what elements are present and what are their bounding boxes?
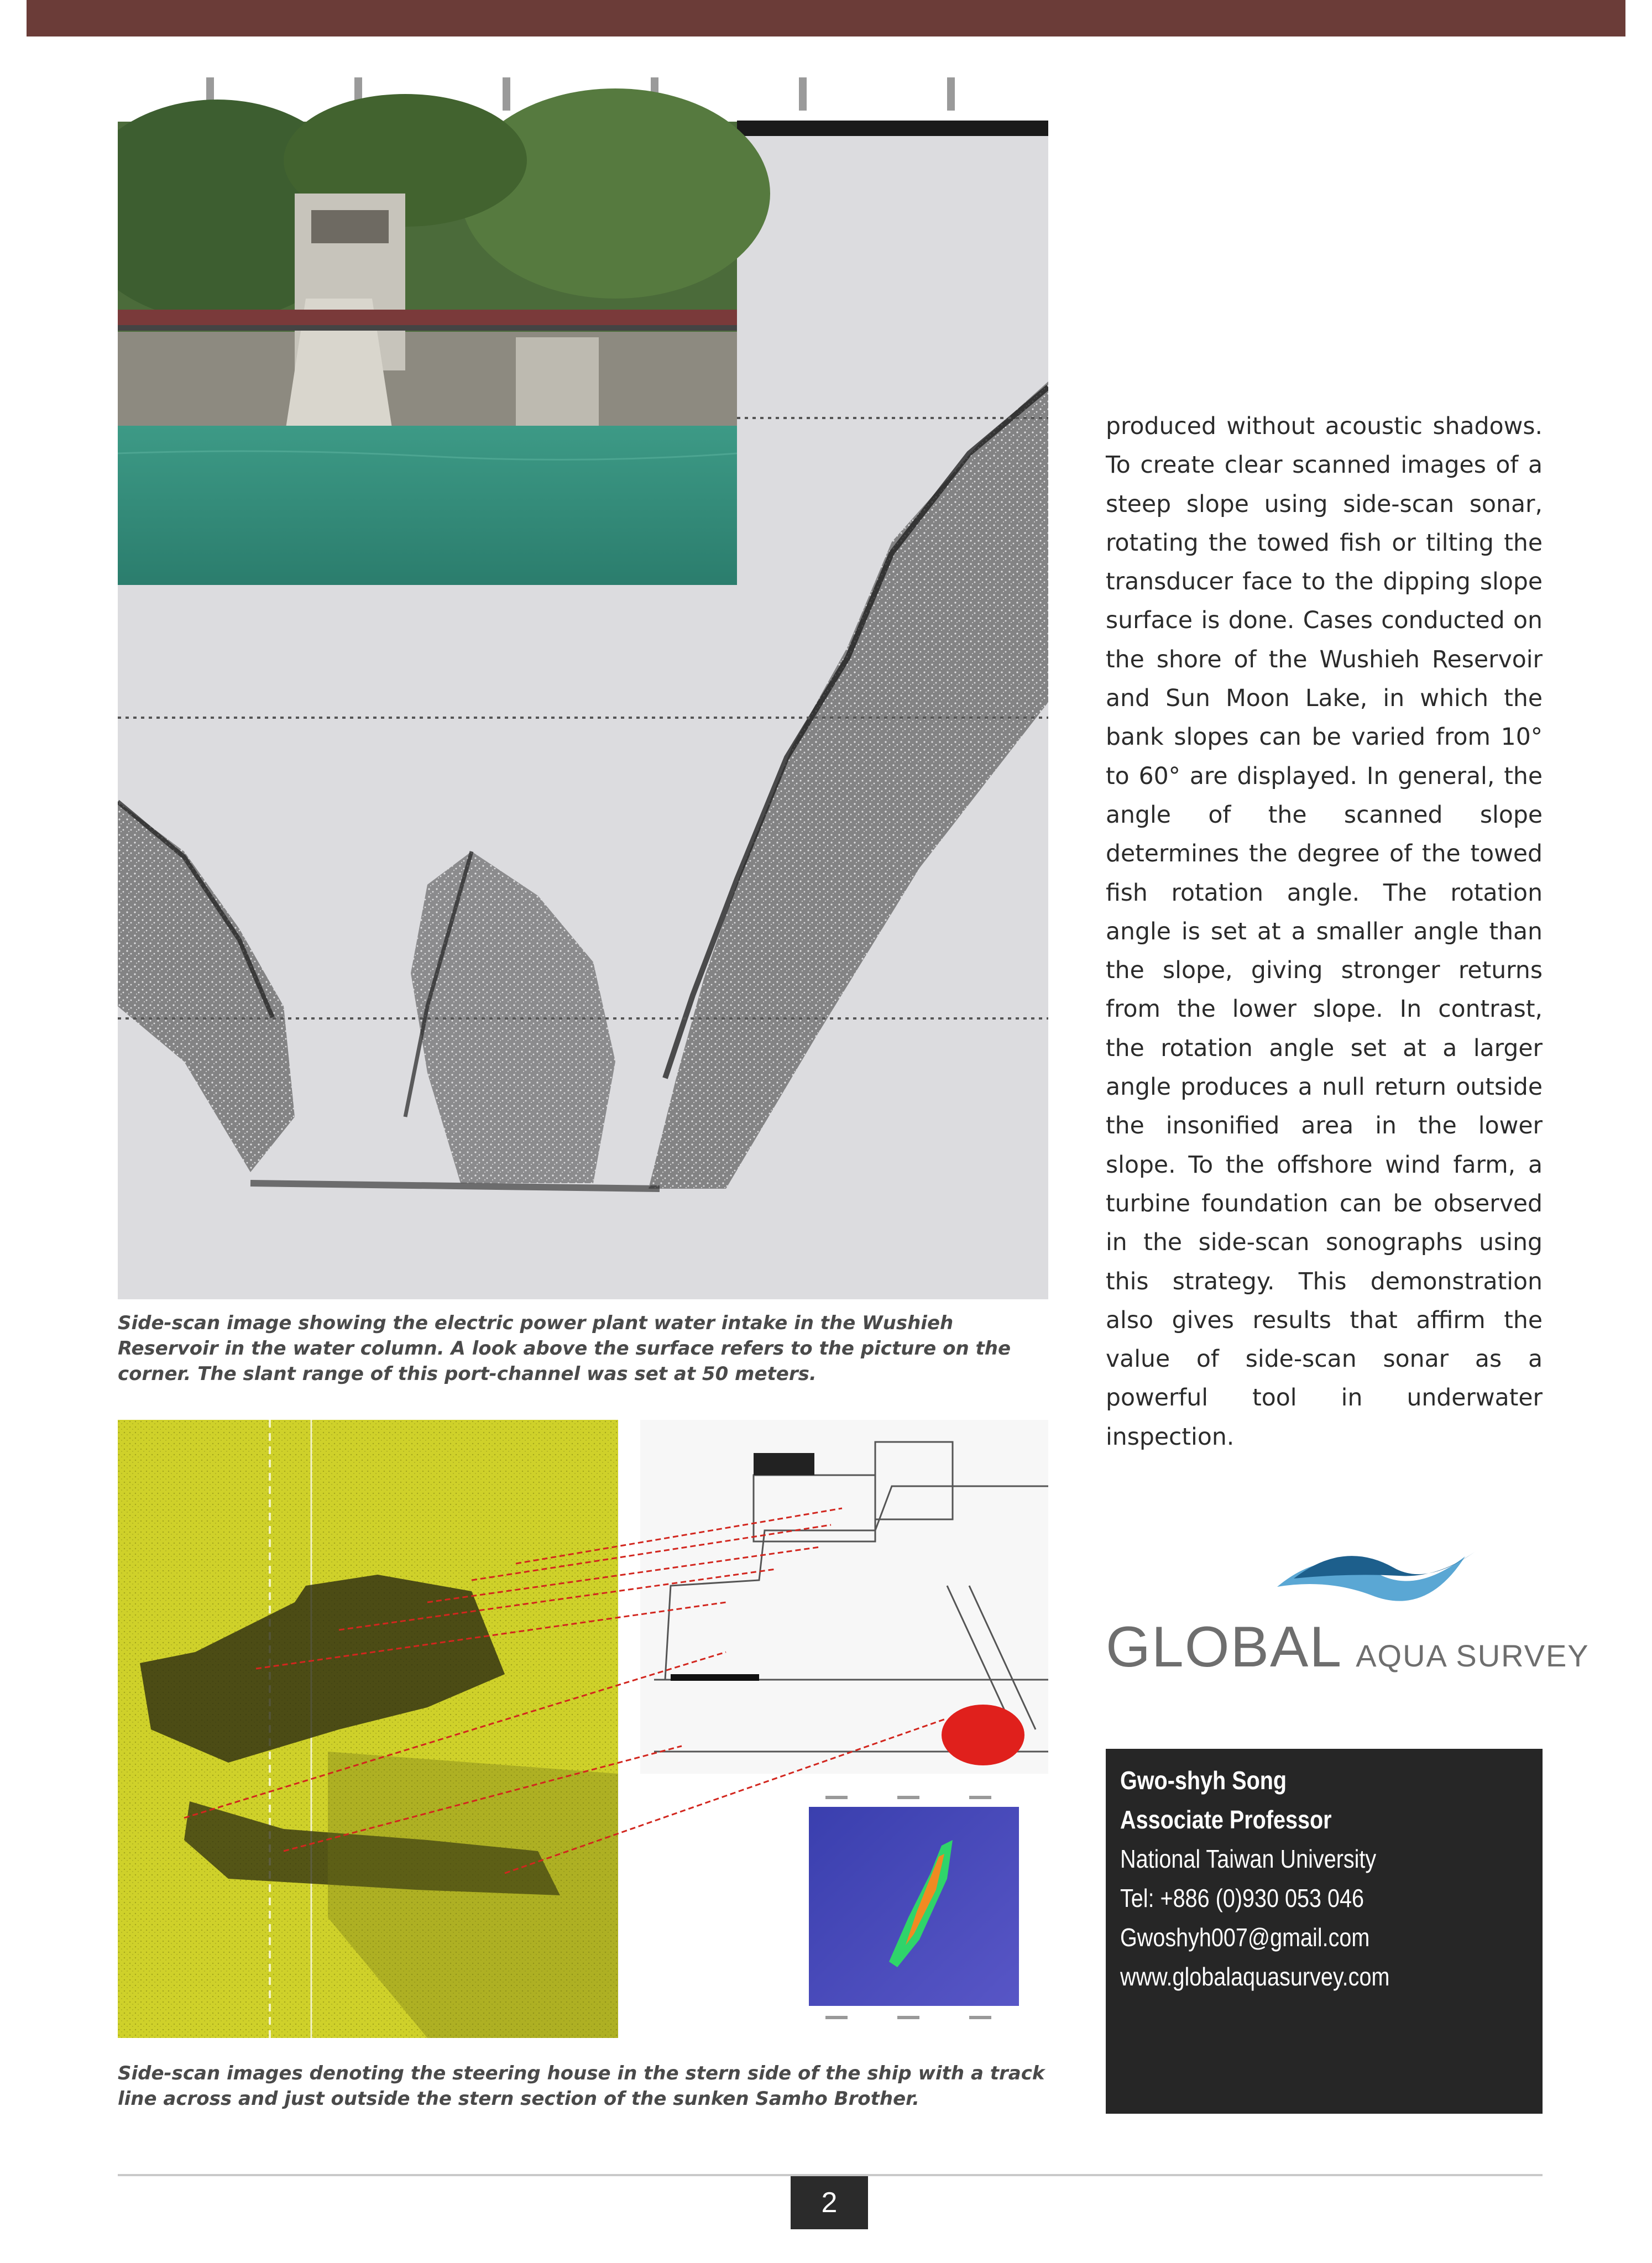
author-name: Gwo-shyh Song: [1120, 1766, 1287, 1795]
page-number: 2: [791, 2176, 868, 2229]
author-phone: Tel: +886 (0)930 053 046: [1120, 1884, 1365, 1912]
article-body-text: produced without acoustic shadows. To create clear scanned images of a steep slope using side-scan sonar, rotating the towed fish or tilting the transducer face to the dipping slope surface is done. Cases conducted on the shore of the Wushieh Reservoir and Sun Moon Lake, in which the bank slopes can be varied from 10° to 60° are displayed. In general, the angle of the scanned slope determines the degree of the towed fish rotation angle. The rotation angle is set at a smaller angle than the slope, giving stronger returns from the lower slope. In contrast, the rotation angle set at a larger angle produces a null return outside the insonified area in the lower slope. To the offshore wind farm, a turbine foundation can be observed in the side-scan sonographs using this strategy. This demonstration also gives results that affirm the value of side-scan sonar as a powerful tool in underwater inspection.: [1106, 413, 1543, 1451]
logo-wordmark-main: GLOBAL: [1106, 1615, 1343, 1679]
sunken-ship-side-scan-image: [118, 1420, 1048, 2038]
top-color-bar: [27, 0, 1625, 36]
author-website: www.globalaquasurvey.com: [1120, 1962, 1390, 1991]
logo-wordmark-sub: AQUA SURVEY: [1356, 1638, 1590, 1673]
figure1-caption: Side-scan image showing the electric power plant water intake in the Wushieh Reservoir in the water column. A look above the surface refers to the picture on the corner. The slant range of this port-channel was set at 50 meters.: [118, 1312, 1011, 1385]
figure2-caption: Side-scan images denoting the steering house in the stern side of the ship with a track line across and just outside the stern section of the sunken Samho Brother.: [118, 2062, 1045, 2110]
global-aqua-survey-logo: [1100, 1534, 1590, 1684]
side-scan-reservoir-image: [118, 66, 1048, 1299]
author-contact-box: [1106, 1749, 1543, 2114]
author-email: Gwoshyh007@gmail.com: [1120, 1923, 1370, 1952]
author-organization: National Taiwan University: [1120, 1844, 1377, 1873]
author-title: Associate Professor: [1120, 1805, 1332, 1834]
wave-logo-icon: [1261, 1534, 1482, 1623]
